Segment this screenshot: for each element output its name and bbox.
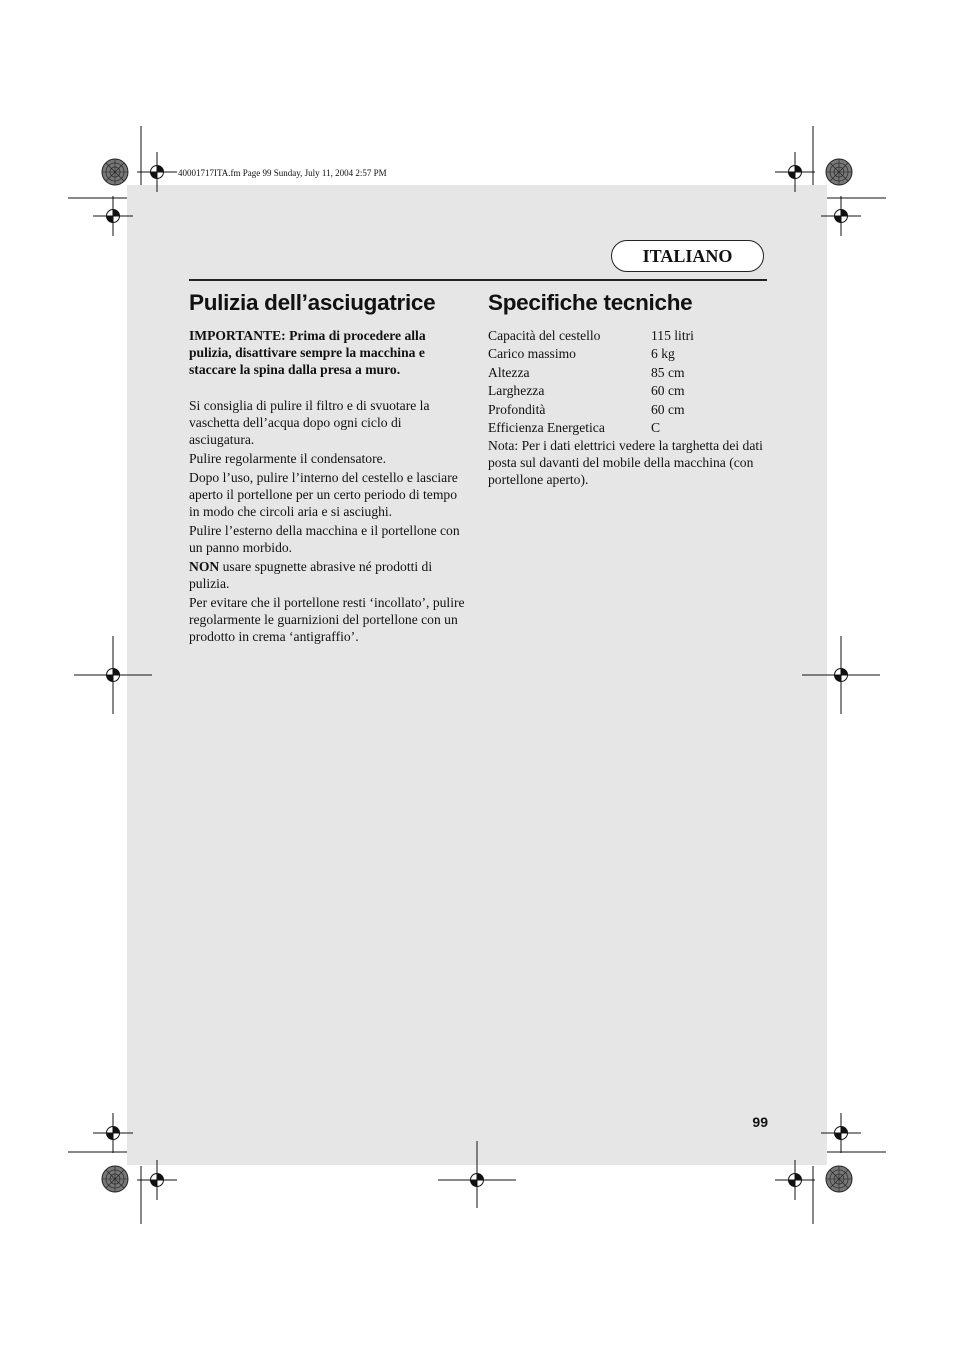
paragraph: Pulire l’esterno della macchina e il portellone con un panno morbido. [189, 523, 460, 555]
table-row [488, 382, 694, 400]
non-emphasis: NON [189, 559, 220, 574]
spec-value: 115 litri [651, 328, 694, 343]
spec-label: Altezza [488, 364, 530, 380]
cleaning-title: Pulizia dell’asciugatrice [189, 290, 436, 315]
non-text: usare spugnette abrasive né prodotti di pulizia. [189, 559, 433, 591]
spec-label: Carico massimo [488, 346, 576, 362]
page-number: 99 [752, 1114, 768, 1130]
electrical-note: Nota: Per i dati elettrici vedere la targhetta dei dati posta sul davanti del mobile della macchina (con portellone aperto). [488, 438, 763, 488]
paragraph: Si consiglia di pulire il filtro e di svuotare la vaschetta dell’acqua dopo ogni ciclo di asciugatura. [189, 398, 430, 447]
cleaning-section [189, 287, 467, 647]
paragraph-non [189, 558, 467, 592]
specs-table [488, 327, 694, 437]
spec-label: Capacità del cestello [488, 328, 601, 343]
table-row [488, 327, 694, 345]
language-badge: ITALIANO [611, 240, 764, 272]
table-row [488, 401, 694, 419]
spec-label: Profondità [488, 401, 546, 417]
paragraph: Dopo l’uso, pulire l’interno del cestello e lasciare aperto il portellone per un certo periodo di tempo in modo che circoli aria e si asciughi. [189, 470, 458, 519]
specs-section [488, 287, 768, 488]
file-header: 40001717ITA.fm Page 99 Sunday, July 11, 2004 2:57 PM [178, 168, 387, 178]
spec-label: Efficienza Energetica [488, 420, 605, 436]
spec-value: C [651, 420, 661, 436]
important-warning: IMPORTANTE: Prima di procedere alla pulizia, disattivare sempre la macchina e staccare la spina dalla presa a muro. [189, 328, 426, 377]
specs-title: Specifiche tecniche [488, 290, 693, 315]
paragraph: Per evitare che il portellone resti ‘incollato’, pulire regolarmente le guarnizioni del portellone con un prodotto in crema ‘antigraffio’. [189, 595, 465, 644]
table-row [488, 345, 694, 363]
table-row [488, 419, 694, 437]
table-row [488, 364, 694, 382]
spec-value: 60 cm [651, 401, 685, 417]
spec-value: 60 cm [651, 383, 685, 399]
spec-label: Larghezza [488, 383, 545, 399]
spec-value: 6 kg [651, 346, 675, 362]
header-rule [189, 279, 767, 281]
spec-value: 85 cm [651, 364, 685, 380]
paragraph: Pulire regolarmente il condensatore. [189, 451, 387, 466]
